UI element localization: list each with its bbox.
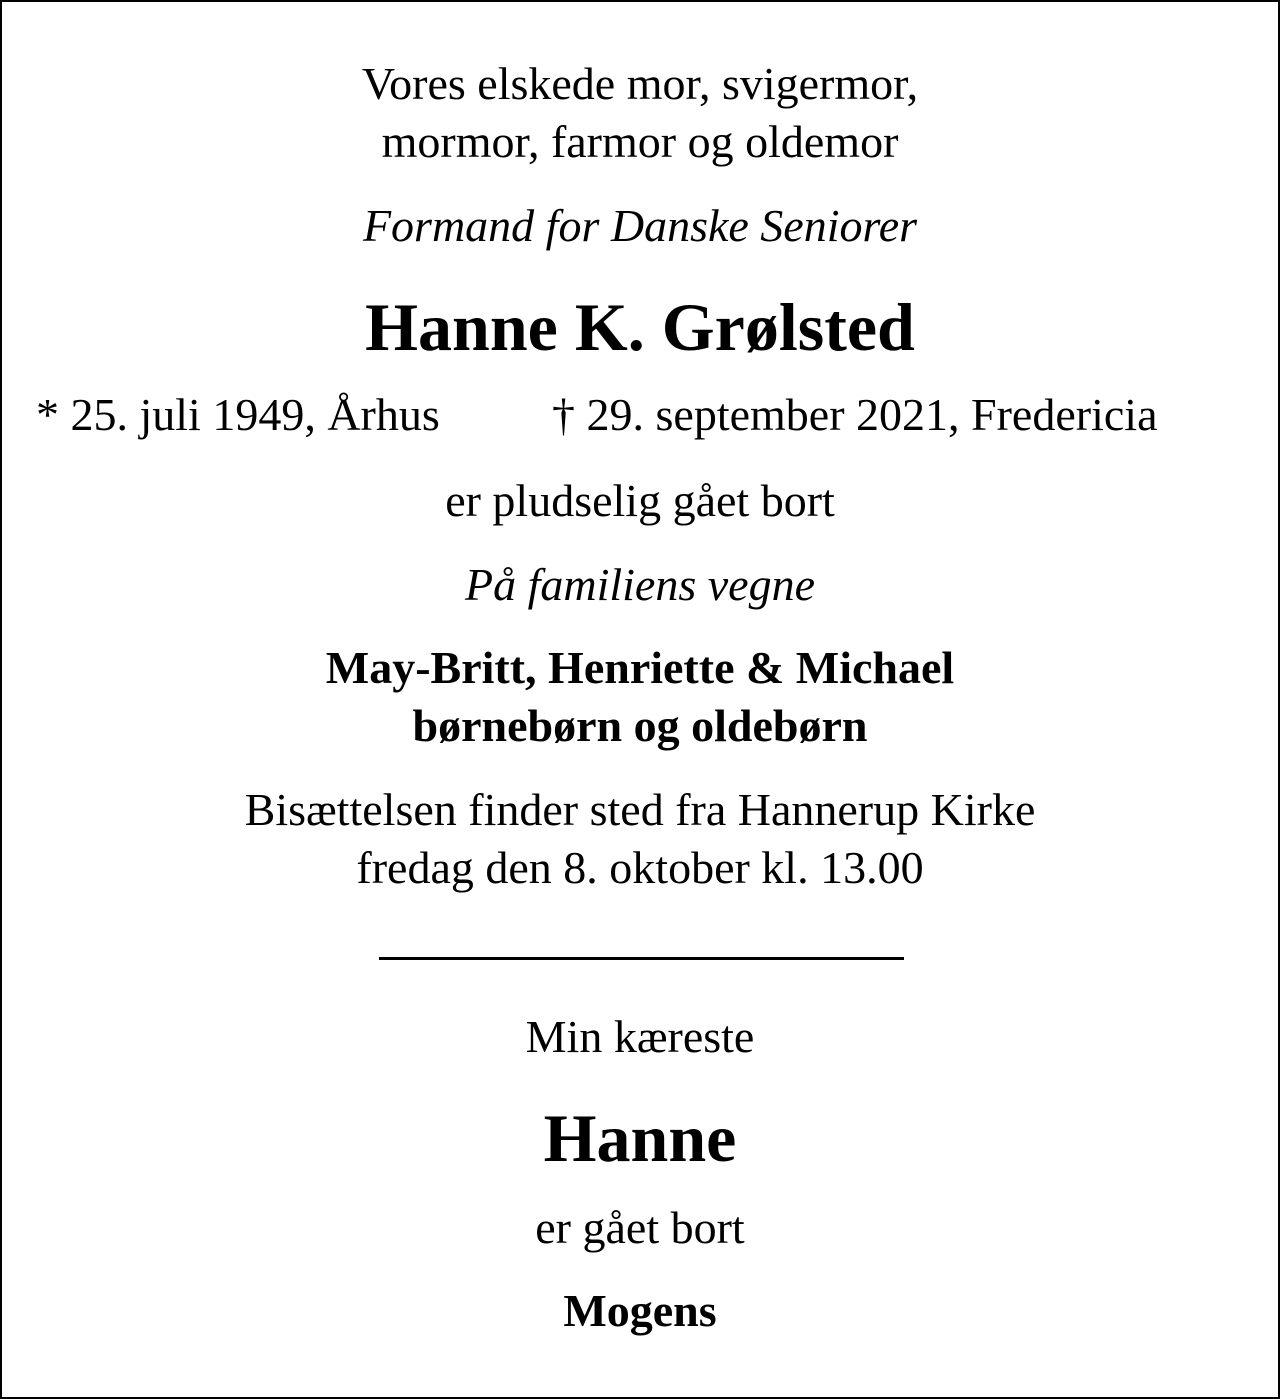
intro-line-2: mormor, farmor og oldemor <box>381 116 899 167</box>
funeral-line-1: Bisættelsen finder sted fra Hannerup Kirke <box>244 784 1036 835</box>
second-intro: Min kæreste <box>525 1011 755 1062</box>
signature-name: Mogens <box>563 1285 717 1336</box>
role-line: Formand for Danske Seniorer <box>362 200 918 251</box>
death-date: † 29. september 2021, Fredericia <box>552 389 1158 440</box>
on-behalf-line: På familiens vegne <box>464 559 815 610</box>
second-passed-line: er gået bort <box>535 1202 745 1253</box>
birth-date: * 25. juli 1949, Århus <box>36 389 440 440</box>
family-line-2: børnebørn og oldebørn <box>412 700 868 751</box>
family-line-1: May-Britt, Henriette & Michael <box>325 642 955 693</box>
deceased-name: Hanne K. Grølsted <box>365 289 915 365</box>
intro-line-1: Vores elskede mor, svigermor, <box>361 58 919 109</box>
second-name: Hanne <box>543 1100 737 1176</box>
divider <box>379 957 904 960</box>
funeral-line-2: fredag den 8. oktober kl. 13.00 <box>356 842 924 893</box>
passed-line: er pludselig gået bort <box>445 475 835 526</box>
